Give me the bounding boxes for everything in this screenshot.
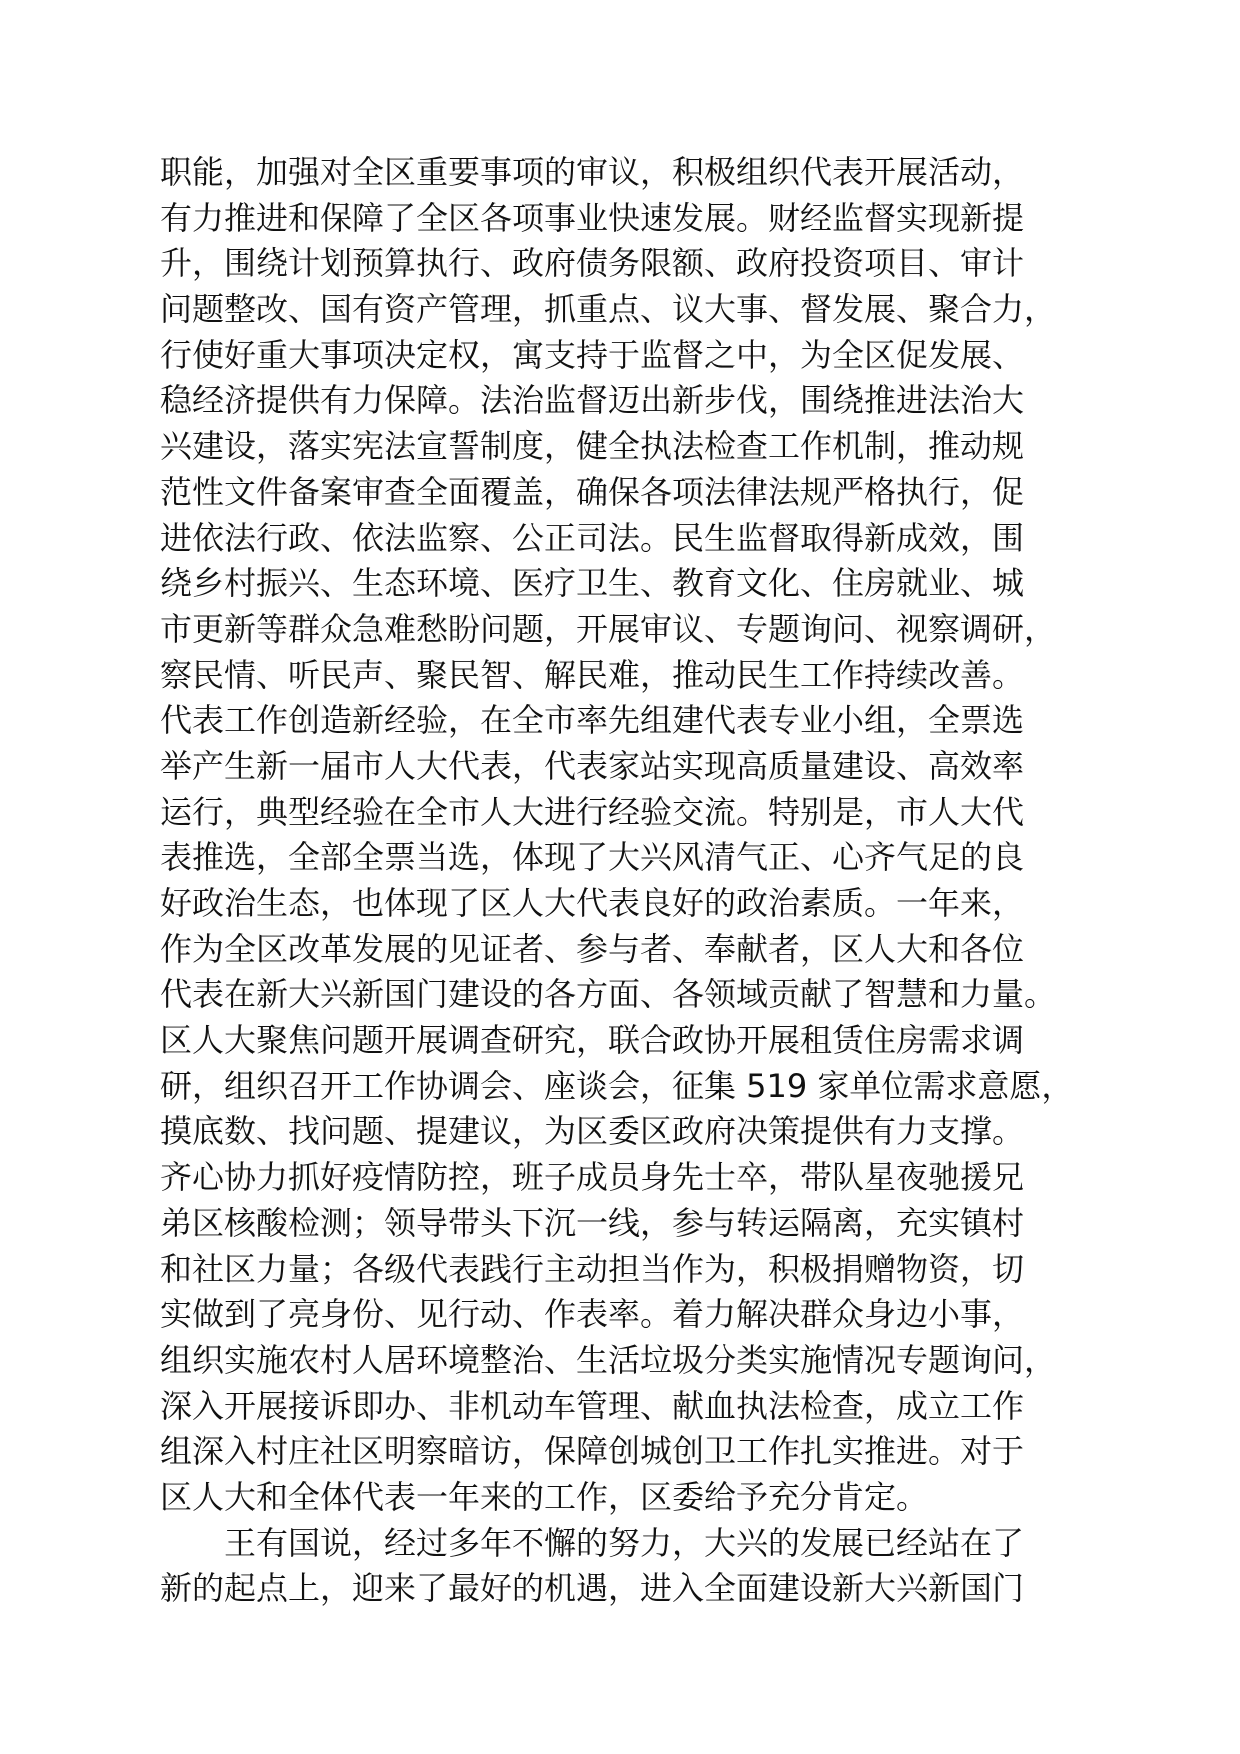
text-line: 绕乡村振兴、生态环境、医疗卫生、教育文化、住房就业、城 bbox=[160, 564, 1025, 603]
text-line: 深入开展接诉即办、非机动车管理、献血执法检查，成立工作 bbox=[160, 1386, 1025, 1425]
text-line: 升，围绕计划预算执行、政府债务限额、政府投资项目、审计 bbox=[160, 244, 1025, 283]
body-text bbox=[160, 150, 1140, 1612]
text-line: 问题整改、国有资产管理，抓重点、议大事、督发展、聚合力， bbox=[160, 290, 1057, 329]
text-line: 弟区核酸检测；领导带头下沉一线，参与转运隔离，充实镇村 bbox=[160, 1203, 1025, 1242]
text-line: 组深入村庄社区明察暗访，保障创城创卫工作扎实推进。对于 bbox=[160, 1432, 1025, 1471]
text-line: 代表工作创造新经验，在全市率先组建代表专业小组，全票选 bbox=[160, 701, 1025, 740]
text-line: 稳经济提供有力保障。法治监督迈出新步伐，围绕推进法治大 bbox=[160, 381, 1025, 420]
text-line: 组织实施农村人居环境整治、生活垃圾分类实施情况专题询问， bbox=[160, 1340, 1057, 1379]
text-line: 举产生新一届市人大代表，代表家站实现高质量建设、高效率 bbox=[160, 746, 1025, 785]
paragraph-start-line: 王有国说，经过多年不懈的努力，大兴的发展已经站在了 bbox=[224, 1523, 1025, 1562]
text-line: 区人大聚焦问题开展调查研究，联合政协开展租赁住房需求调 bbox=[160, 1021, 1025, 1060]
text-line: 市更新等群众急难愁盼问题，开展审议、专题询问、视察调研， bbox=[160, 609, 1057, 648]
text-line: 好政治生态，也体现了区人大代表良好的政治素质。一年来， bbox=[160, 884, 1025, 922]
text-line: 区人大和全体代表一年来的工作，区委给予充分肯定。 bbox=[160, 1477, 929, 1516]
text-line: 运行，典型经验在全市人大进行经验交流。特别是，市人大代 bbox=[160, 792, 1025, 831]
text-line: 察民情、听民声、聚民智、解民难，推动民生工作持续改善。 bbox=[160, 655, 1025, 694]
text-line: 行使好重大事项决定权，寓支持于监督之中，为全区促发展、 bbox=[160, 335, 1025, 374]
text-line: 齐心协力抓好疫情防控，班子成员身先士卒，带队星夜驰援兄 bbox=[160, 1158, 1025, 1197]
text-line: 进依法行政、依法监察、公正司法。民生监督取得新成效，围 bbox=[160, 518, 1025, 557]
text-line: 作为全区改革发展的见证者、参与者、奉献者，区人大和各位 bbox=[160, 929, 1025, 968]
text-line: 职能，加强对全区重要事项的审议，积极组织代表开展活动， bbox=[160, 153, 1025, 191]
text-line: 实做到了亮身份、见行动、作表率。着力解决群众身边小事， bbox=[160, 1295, 1025, 1334]
text-line: 有力推进和保障了全区各项事业快速发展。财经监督实现新提 bbox=[160, 198, 1025, 237]
text-line: 和社区力量；各级代表践行主动担当作为，积极捐赠物资，切 bbox=[160, 1249, 1025, 1288]
text-line: 表推选，全部全票当选，体现了大兴风清气正、心齐气足的良 bbox=[160, 838, 1025, 877]
text-line: 代表在新大兴新国门建设的各方面、各领域贡献了智慧和力量。 bbox=[160, 975, 1057, 1014]
text-line: 研，组织召开工作协调会、座谈会，征集 519 家单位需求意愿， bbox=[160, 1066, 1074, 1105]
text-line: 摸底数、找问题、提建议，为区委区政府决策提供有力支撑。 bbox=[160, 1112, 1025, 1151]
text-line: 兴建设，落实宪法宣誓制度，健全执法检查工作机制，推动规 bbox=[160, 427, 1025, 466]
text-line: 范性文件备案审查全面覆盖，确保各项法律法规严格执行，促 bbox=[160, 472, 1025, 511]
text-line: 新的起点上，迎来了最好的机遇，进入全面建设新大兴新国门 bbox=[160, 1569, 1025, 1608]
